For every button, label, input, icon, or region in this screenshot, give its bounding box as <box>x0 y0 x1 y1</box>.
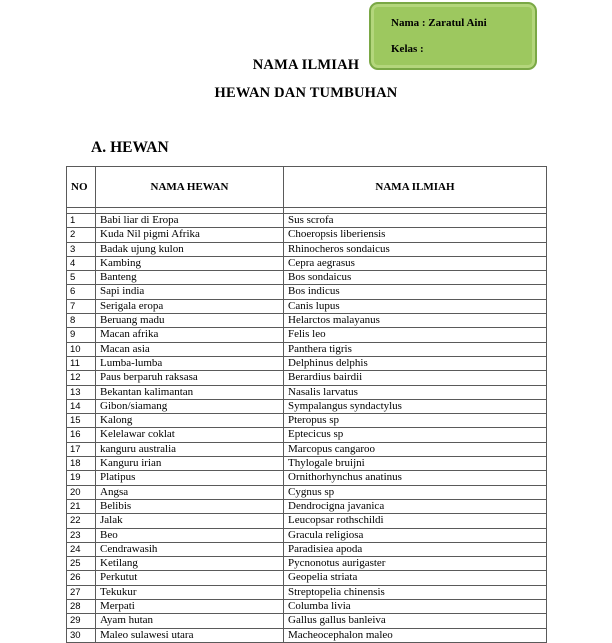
class-label: Kelas : <box>391 43 424 55</box>
table-row <box>67 614 547 628</box>
animal-scientific-name: Sympalangus syndactylus <box>284 399 547 413</box>
row-number: 7 <box>67 299 96 313</box>
animal-scientific-name: Gallus gallus banleiva <box>284 614 547 628</box>
row-number: 17 <box>67 442 96 456</box>
animal-common-name: Kanguru irian <box>96 457 284 471</box>
animal-names-table <box>66 166 547 643</box>
row-number: 22 <box>67 514 96 528</box>
table-row <box>67 557 547 571</box>
animal-common-name: Babi liar di Eropa <box>96 214 284 228</box>
section-title: HEWAN <box>110 139 169 156</box>
animal-scientific-name: Panthera tigris <box>284 342 547 356</box>
table-row <box>67 256 547 270</box>
animal-common-name: Belibis <box>96 499 284 513</box>
row-number: 23 <box>67 528 96 542</box>
row-number: 2 <box>67 228 96 242</box>
animal-common-name: Macan asia <box>96 342 284 356</box>
table-row <box>67 214 547 228</box>
row-number: 19 <box>67 471 96 485</box>
row-number: 3 <box>67 242 96 256</box>
animal-common-name: Perkutut <box>96 571 284 585</box>
table-body <box>67 208 547 643</box>
animal-common-name: Banteng <box>96 271 284 285</box>
table-row <box>67 499 547 513</box>
animal-scientific-name: Rhinocheros sondaicus <box>284 242 547 256</box>
table-row <box>67 457 547 471</box>
table-row <box>67 285 547 299</box>
name-label: Nama : <box>391 17 426 29</box>
animal-scientific-name: Geopelia striata <box>284 571 547 585</box>
animal-common-name: Beo <box>96 528 284 542</box>
animal-scientific-name: Choeropsis liberiensis <box>284 228 547 242</box>
table-row <box>67 485 547 499</box>
animal-common-name: Cendrawasih <box>96 542 284 556</box>
animal-scientific-name: Gracula religiosa <box>284 528 547 542</box>
row-number: 30 <box>67 628 96 642</box>
animal-common-name: Macan afrika <box>96 328 284 342</box>
row-number: 9 <box>67 328 96 342</box>
table-row <box>67 228 547 242</box>
table-header-row <box>67 167 547 208</box>
animal-scientific-name: Bos indicus <box>284 285 547 299</box>
row-number: 6 <box>67 285 96 299</box>
header-nama-ilmiah: NAMA ILMIAH <box>284 167 547 208</box>
animal-scientific-name: Helarctos malayanus <box>284 314 547 328</box>
row-number: 15 <box>67 414 96 428</box>
row-number: 13 <box>67 385 96 399</box>
animal-scientific-name: Pteropus sp <box>284 414 547 428</box>
table-row <box>67 299 547 313</box>
table-row <box>67 571 547 585</box>
section-number: A. <box>91 139 107 156</box>
row-number: 28 <box>67 600 96 614</box>
animal-scientific-name: Cygnus sp <box>284 485 547 499</box>
student-name-line <box>391 17 487 29</box>
table-row <box>67 356 547 370</box>
animal-common-name: Sapi india <box>96 285 284 299</box>
animal-scientific-name: Columba livia <box>284 600 547 614</box>
animal-common-name: Badak ujung kulon <box>96 242 284 256</box>
table-row <box>67 271 547 285</box>
animal-scientific-name: Dendrocigna javanica <box>284 499 547 513</box>
animal-common-name: Lumba-lumba <box>96 356 284 370</box>
animal-scientific-name: Streptopelia chinensis <box>284 585 547 599</box>
table-row <box>67 414 547 428</box>
row-number: 11 <box>67 356 96 370</box>
row-number: 14 <box>67 399 96 413</box>
row-number: 25 <box>67 557 96 571</box>
animal-scientific-name: Pycnonotus aurigaster <box>284 557 547 571</box>
section-heading-hewan <box>91 139 169 157</box>
animal-scientific-name: Delphinus delphis <box>284 356 547 370</box>
row-number: 24 <box>67 542 96 556</box>
document-subtitle: HEWAN DAN TUMBUHAN <box>214 85 398 101</box>
animal-scientific-name: Cepra aegrasus <box>284 256 547 270</box>
animal-common-name: kanguru australia <box>96 442 284 456</box>
table-row <box>67 385 547 399</box>
row-number: 8 <box>67 314 96 328</box>
animal-common-name: Jalak <box>96 514 284 528</box>
animal-scientific-name: Sus scrofa <box>284 214 547 228</box>
row-number: 4 <box>67 256 96 270</box>
table-row <box>67 471 547 485</box>
document-title: NAMA ILMIAH <box>252 57 360 73</box>
animal-common-name: Beruang madu <box>96 314 284 328</box>
row-number: 16 <box>67 428 96 442</box>
animal-scientific-name: Bos sondaicus <box>284 271 547 285</box>
row-number: 20 <box>67 485 96 499</box>
animal-common-name: Gibon/siamang <box>96 399 284 413</box>
animal-common-name: Bekantan kalimantan <box>96 385 284 399</box>
animal-common-name: Kelelawar coklat <box>96 428 284 442</box>
table-row <box>67 428 547 442</box>
animal-scientific-name: Canis lupus <box>284 299 547 313</box>
animal-scientific-name: Berardius bairdii <box>284 371 547 385</box>
table-row <box>67 371 547 385</box>
animal-scientific-name: Paradisiea apoda <box>284 542 547 556</box>
animal-common-name: Merpati <box>96 600 284 614</box>
table-row <box>67 442 547 456</box>
header-nama-hewan: NAMA HEWAN <box>96 167 284 208</box>
animal-common-name: Tekukur <box>96 585 284 599</box>
animal-scientific-name: Macheocephalon maleo <box>284 628 547 642</box>
animal-scientific-name: Eptecicus sp <box>284 428 547 442</box>
animal-common-name: Angsa <box>96 485 284 499</box>
animal-common-name: Serigala eropa <box>96 299 284 313</box>
animal-common-name: Ketilang <box>96 557 284 571</box>
row-number: 29 <box>67 614 96 628</box>
table-row <box>67 528 547 542</box>
row-number: 27 <box>67 585 96 599</box>
table-row <box>67 585 547 599</box>
name-value: Zaratul Aini <box>428 17 487 29</box>
row-number: 12 <box>67 371 96 385</box>
row-number: 1 <box>67 214 96 228</box>
animal-scientific-name: Marcopus cangaroo <box>284 442 547 456</box>
animal-common-name: Paus berparuh raksasa <box>96 371 284 385</box>
table-row <box>67 628 547 642</box>
table-row <box>67 242 547 256</box>
table-row <box>67 542 547 556</box>
table-row <box>67 342 547 356</box>
animal-common-name: Kalong <box>96 414 284 428</box>
table-row <box>67 399 547 413</box>
row-number: 5 <box>67 271 96 285</box>
row-number: 26 <box>67 571 96 585</box>
animal-common-name: Kambing <box>96 256 284 270</box>
student-class-line <box>391 43 424 55</box>
animal-common-name: Maleo sulawesi utara <box>96 628 284 642</box>
animal-common-name: Platipus <box>96 471 284 485</box>
animal-common-name: Kuda Nil pigmi Afrika <box>96 228 284 242</box>
animal-scientific-name: Ornithorhynchus anatinus <box>284 471 547 485</box>
row-number: 18 <box>67 457 96 471</box>
row-number: 10 <box>67 342 96 356</box>
animal-scientific-name: Leucopsar rothschildi <box>284 514 547 528</box>
table-row <box>67 328 547 342</box>
header-no: NO <box>67 167 96 208</box>
animal-scientific-name: Thylogale bruijni <box>284 457 547 471</box>
table-row <box>67 314 547 328</box>
animal-common-name: Ayam hutan <box>96 614 284 628</box>
table-row <box>67 514 547 528</box>
row-number: 21 <box>67 499 96 513</box>
animal-scientific-name: Felis leo <box>284 328 547 342</box>
animal-scientific-name: Nasalis larvatus <box>284 385 547 399</box>
table-row <box>67 600 547 614</box>
